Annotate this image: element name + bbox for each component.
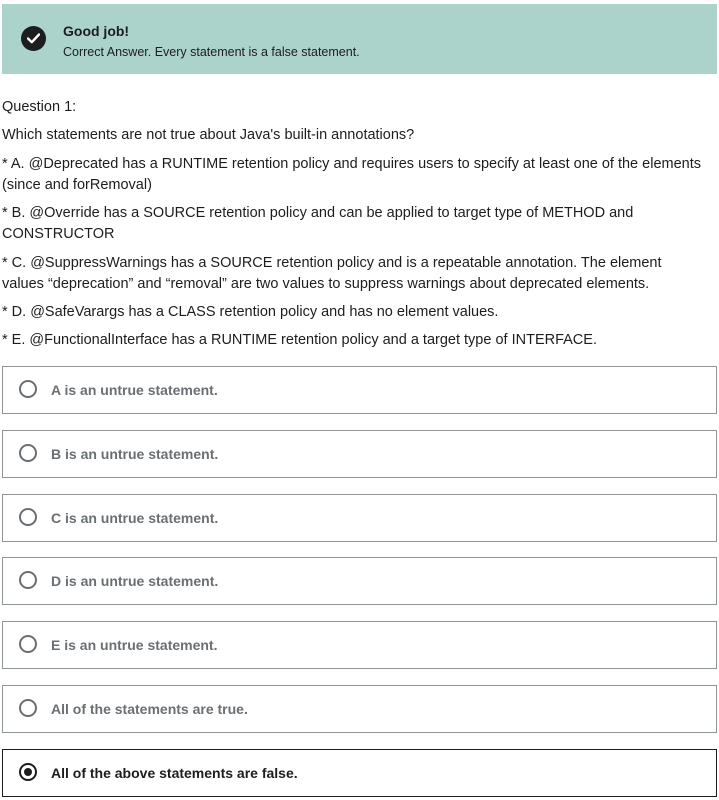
statement-a: * A. @Deprecated has a RUNTIME retention policy and requires users to specify at least one of the elements (since and forRemoval) bbox=[2, 156, 701, 193]
result-message: Correct Answer. Every statement is a false statement. bbox=[63, 45, 360, 59]
radio-icon[interactable] bbox=[19, 444, 37, 462]
answer-option-e[interactable] bbox=[2, 621, 717, 669]
radio-selected-icon[interactable] bbox=[19, 763, 37, 781]
answer-option-all-false[interactable] bbox=[2, 749, 717, 797]
radio-icon[interactable] bbox=[19, 380, 37, 398]
question-number: Question 1: bbox=[2, 99, 77, 115]
statement-e: * E. @FunctionalInterface has a RUNTIME retention policy and a target type of INTERFACE. bbox=[2, 332, 597, 348]
answer-option-d[interactable] bbox=[2, 557, 717, 605]
statement-b: * B. @Override has a SOURCE retention policy and can be applied to target type of METHOD and CONSTRUCTOR bbox=[2, 205, 634, 242]
answer-option-a[interactable] bbox=[2, 366, 717, 414]
check-circle-icon bbox=[21, 26, 46, 51]
answer-option-label: C is an untrue statement. bbox=[51, 510, 219, 526]
answer-option-all-true[interactable] bbox=[2, 685, 717, 733]
answer-option-c[interactable] bbox=[2, 494, 717, 542]
result-banner bbox=[2, 4, 717, 74]
answer-option-label: B is an untrue statement. bbox=[51, 446, 219, 462]
answer-option-label: All of the above statements are false. bbox=[51, 765, 298, 781]
question-prompt: Which statements are not true about Java's built-in annotations? bbox=[2, 127, 415, 143]
result-title: Good job! bbox=[63, 23, 130, 39]
radio-icon[interactable] bbox=[19, 635, 37, 653]
answer-option-label: All of the statements are true. bbox=[51, 701, 248, 717]
answer-option-label: D is an untrue statement. bbox=[51, 573, 219, 589]
radio-icon[interactable] bbox=[19, 508, 37, 526]
answer-option-label: E is an untrue statement. bbox=[51, 637, 218, 653]
statement-d: * D. @SafeVarargs has a CLASS retention policy and has no element values. bbox=[2, 304, 499, 320]
answer-option-label: A is an untrue statement. bbox=[51, 382, 218, 398]
answer-option-b[interactable] bbox=[2, 430, 717, 478]
radio-icon[interactable] bbox=[19, 571, 37, 589]
radio-icon[interactable] bbox=[19, 699, 37, 717]
statement-c: * C. @SuppressWarnings has a SOURCE retention policy and is a repeatable annotation. The element values “deprecation” and “removal” are two values to suppress warnings about deprecated elements. bbox=[2, 255, 662, 292]
